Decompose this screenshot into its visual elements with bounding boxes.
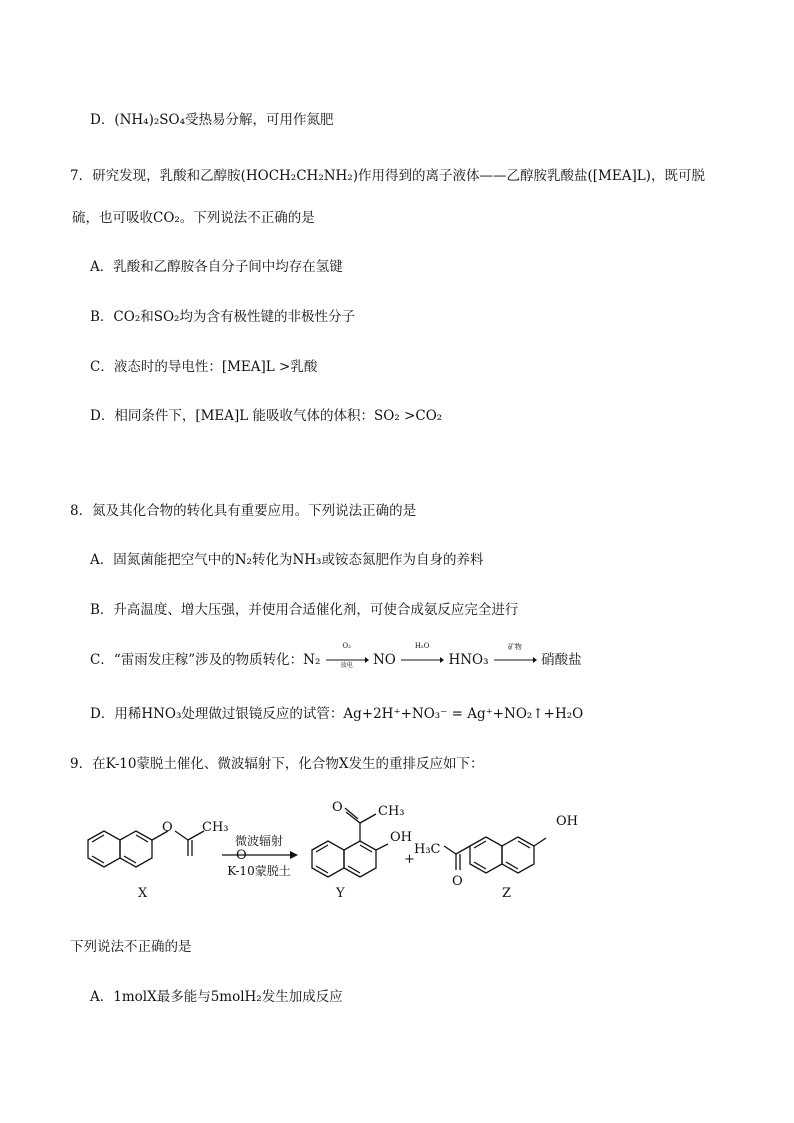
label-z: Z xyxy=(502,886,512,901)
x-carbonyl-o-label: O xyxy=(236,848,247,863)
option-8d: D．用稀HNO₃处理做过银镜反应的试管：Ag+2H⁺+NO₃⁻ = Ag⁺+NO₂↑+H₂O xyxy=(90,706,584,722)
question-7-stem-line2: 硫，也可吸收CO₂。下列说法不正确的是 xyxy=(72,210,315,226)
question-9-stem: 9．在K-10蒙脱土催化、微波辐射下，化合物X发生的重排反应如下： xyxy=(70,756,484,772)
right-arrow-icon xyxy=(493,655,537,665)
label-x: X xyxy=(138,886,148,901)
x-ch3-label: CH₃ xyxy=(202,820,229,835)
option-7b: B．CO₂和SO₂均为含有极性键的非极性分子 xyxy=(90,309,355,325)
z-oh-label: OH xyxy=(556,814,578,829)
y-ch3-label: CH₃ xyxy=(378,804,405,819)
question-7-stem-line1: 7．研究发现，乳酸和乙醇胺(HOCH₂CH₂NH₂)作用得到的离子液体——乙醇胺乳酸盐([MEA]L)，既可脱 xyxy=(70,168,705,184)
x-oxygen-label: O xyxy=(162,820,173,835)
right-arrow-icon xyxy=(400,655,444,665)
reaction-arrow-3 xyxy=(493,642,537,669)
option-7d: D．相同条件下，[MEA]L 能吸收气体的体积：SO₂ >CO₂ xyxy=(90,408,443,424)
reaction-arrow xyxy=(220,832,298,882)
option-8c-mid2: HNO₃ xyxy=(448,652,489,668)
option-6d: D．(NH₄)₂SO₄受热易分解，可用作氮肥 xyxy=(90,112,334,128)
z-oxygen-label: O xyxy=(452,874,463,889)
y-oxygen-label: O xyxy=(332,800,343,815)
option-8c-prefix: C．“雷雨发庄稼”涉及的物质转化：N₂ xyxy=(90,652,321,668)
question-8-stem: 8．氮及其化合物的转化具有重要应用。下列说法正确的是 xyxy=(70,503,417,519)
option-8b: B．升高温度、增大压强，并使用合适催化剂，可使合成氨反应完全进行 xyxy=(90,602,519,618)
option-9a: A．1molX最多能与5molH₂发生加成反应 xyxy=(90,989,343,1005)
arrow-top-label: 微波辐射 xyxy=(234,834,283,848)
arrow-1-top-label: O₂ xyxy=(342,641,351,650)
y-oh-label: OH xyxy=(390,830,412,845)
arrow-3-top-label: 矿物 xyxy=(507,642,522,651)
molecule-z-structure xyxy=(420,800,610,900)
right-arrow-icon xyxy=(220,850,298,860)
z-h3c-label: H₃C xyxy=(414,842,441,857)
reaction-scheme xyxy=(60,790,620,910)
option-8c-end: 硝酸盐 xyxy=(541,652,582,668)
option-8c-mid1: NO xyxy=(372,652,396,668)
plus-sign: + xyxy=(404,852,415,867)
option-8c xyxy=(90,641,582,669)
option-7a: A．乳酸和乙醇胺各自分子间中均存在氢键 xyxy=(90,259,343,275)
reaction-arrow-1 xyxy=(325,641,369,669)
arrow-bottom-label: K-10蒙脱土 xyxy=(227,864,291,878)
option-7c: C．液态时的导电性：[MEA]L >乳酸 xyxy=(90,359,318,375)
reaction-arrow-2 xyxy=(400,641,444,669)
option-8a: A．固氮菌能把空气中的N₂转化为NH₃或铵态氮肥作为自身的养料 xyxy=(90,552,484,568)
arrow-2-top-label: H₂O xyxy=(414,641,430,650)
question-9-sub-stem: 下列说法不正确的是 xyxy=(70,939,192,955)
arrow-1-bottom-label: 放电 xyxy=(340,661,353,669)
label-y: Y xyxy=(336,886,345,901)
